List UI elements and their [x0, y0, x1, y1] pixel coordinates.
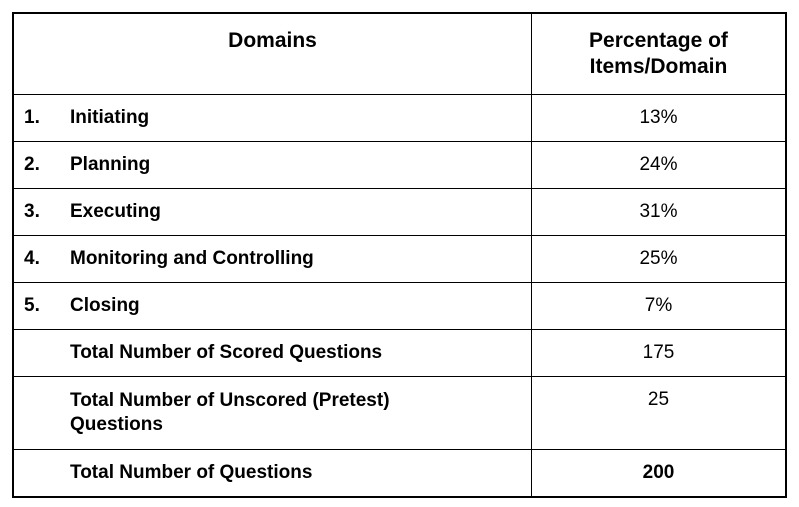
- percentage-cell: 31%: [532, 189, 787, 236]
- domain-label: Closing: [70, 295, 140, 316]
- table-row: [13, 283, 786, 330]
- domain-label: Planning: [70, 154, 151, 175]
- table-row: [13, 142, 786, 189]
- total-questions-label: Total Number of Questions: [70, 462, 313, 483]
- percentage-column-header: [532, 13, 787, 95]
- table-header-row: [13, 13, 786, 95]
- table-row: [13, 189, 786, 236]
- total-unscored-value: 25: [532, 377, 787, 450]
- domains-column-header: Domains: [13, 13, 532, 95]
- domain-cell: [13, 142, 532, 189]
- domain-label: Executing: [70, 201, 161, 222]
- total-row: [13, 450, 786, 498]
- domain-number: 2.: [24, 154, 40, 175]
- total-label-cell: [13, 450, 532, 498]
- domain-number: 4.: [24, 248, 40, 269]
- total-label-cell: [13, 330, 532, 377]
- domain-number: 1.: [24, 107, 40, 128]
- domain-number: 3.: [24, 201, 40, 222]
- total-scored-label: Total Number of Scored Questions: [70, 342, 383, 363]
- total-scored-value: 175: [532, 330, 787, 377]
- domains-table: [12, 12, 787, 498]
- domain-cell: [13, 236, 532, 283]
- percentage-cell: 24%: [532, 142, 787, 189]
- table-row: [13, 95, 786, 142]
- domain-number: 5.: [24, 295, 40, 316]
- total-unscored-label: Total Number of Unscored (Pretest) Questions: [70, 390, 390, 435]
- percentage-cell: 7%: [532, 283, 787, 330]
- domains-table-container: [12, 12, 787, 498]
- total-label-cell: [13, 377, 532, 450]
- total-row: [13, 330, 786, 377]
- domain-cell: [13, 95, 532, 142]
- domain-cell: [13, 189, 532, 236]
- table-row: [13, 236, 786, 283]
- domain-label: Monitoring and Controlling: [70, 248, 314, 269]
- total-questions-value: 200: [532, 450, 787, 498]
- domain-cell: [13, 283, 532, 330]
- total-row: [13, 377, 786, 450]
- percentage-header-text: Percentage of Items/Domain: [589, 29, 728, 78]
- percentage-cell: 13%: [532, 95, 787, 142]
- percentage-cell: 25%: [532, 236, 787, 283]
- domain-label: Initiating: [70, 107, 150, 128]
